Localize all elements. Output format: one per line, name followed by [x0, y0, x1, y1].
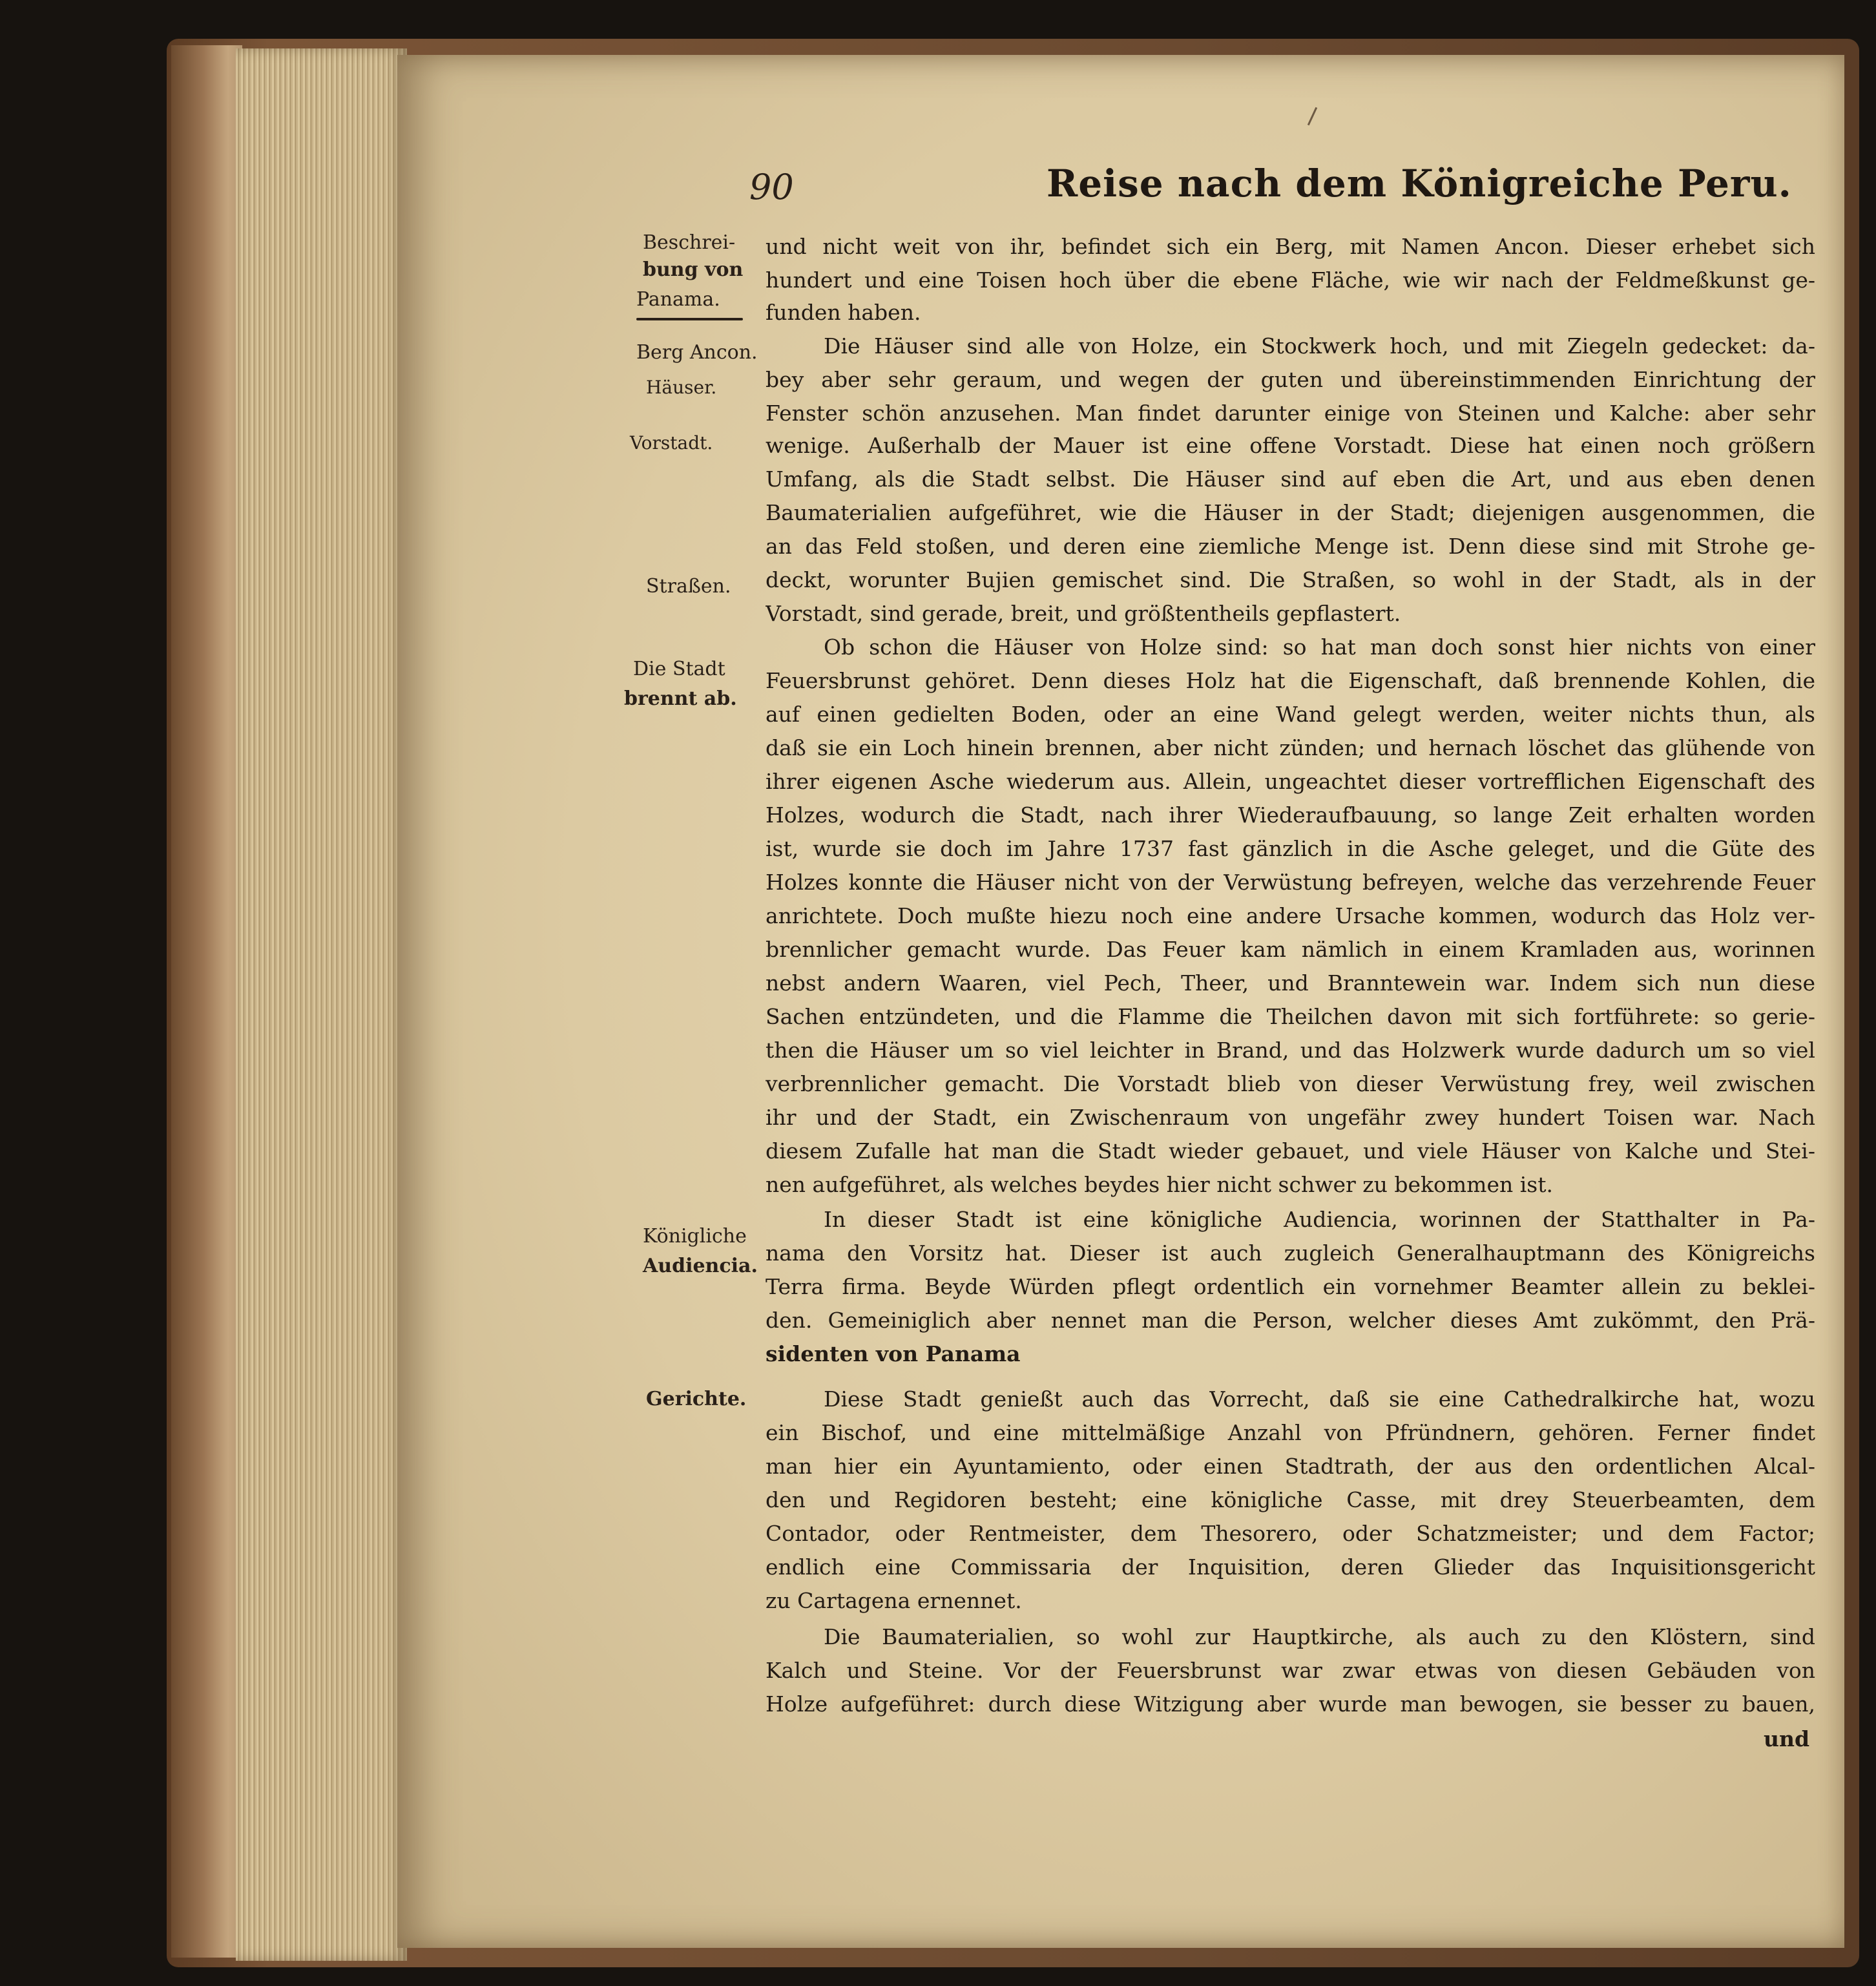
page-edges: [236, 48, 407, 1961]
running-head: Reise nach dem Königreiche Peru.: [1047, 162, 1792, 205]
text-line: ein Bischof, und eine mittelmäßige Anzahl von Pfründnern, gehören. Ferner findet: [766, 1420, 1815, 1445]
text-line: Diese Stadt genießt auch das Vorrecht, daß sie eine Cathedralkirche hat, wozu: [824, 1386, 1815, 1412]
text-line: Baumaterialien aufgeführet, wie die Häuser in der Stadt; diejenigen ausgenommen, die: [766, 500, 1815, 525]
margin-note-berg: Berg Ancon.: [636, 341, 758, 364]
text-line: bey aber sehr geraum, und wegen der guten und übereinstimmenden Einrichtung der: [766, 367, 1815, 392]
text-line: endlich eine Commissaria der Inquisition, deren Glieder das Inquisitionsgericht: [766, 1554, 1815, 1580]
text-line: then die Häuser um so viel leichter in Brand, und das Holzwerk wurde dadurch um so viel: [766, 1038, 1815, 1063]
text-line: ihr und der Stadt, ein Zwischenraum von ungefähr zwey hundert Toisen war. Nach: [766, 1105, 1815, 1130]
text-line: Terra firma. Beyde Würden pflegt ordentlich ein vornehmer Beamter allein zu beklei-: [766, 1274, 1815, 1299]
text-line: Die Häuser sind alle von Holze, ein Stockwerk hoch, und mit Ziegeln gedecket: da-: [824, 333, 1815, 359]
text-line: hundert und eine Toisen hoch über die ebene Fläche, wie wir nach der Feldmeßkunst ge-: [766, 267, 1815, 293]
text-line: Vorstadt, sind gerade, breit, und größtentheils gepflastert.: [766, 601, 1401, 626]
text-line: deckt, worunter Bujien gemischet sind. Die Straßen, so wohl in der Stadt, als in der: [766, 567, 1815, 592]
margin-note-beschreibung-3: Panama.: [636, 288, 720, 311]
text-line: Holze aufgeführet: durch diese Witzigung aber wurde man bewogen, sie besser zu bauen,: [766, 1691, 1815, 1717]
text-line: Die Baumaterialien, so wohl zur Hauptkirche, als auch zu den Klöstern, sind: [824, 1624, 1815, 1649]
text-line: nebst andern Waaren, viel Pech, Theer, und Branntewein war. Indem sich nun diese: [766, 970, 1815, 996]
text-line: verbrennlicher gemacht. Die Vorstadt blieb von dieser Verwüstung frey, weil zwischen: [766, 1071, 1815, 1096]
margin-note-vorstadt: Vorstadt.: [630, 432, 713, 454]
text-line: man hier ein Ayuntamiento, oder einen Stadtrath, der aus den ordentlichen Alcal-: [766, 1454, 1815, 1479]
catchword: und: [1764, 1726, 1810, 1751]
text-line: sidenten von Panama: [766, 1341, 1021, 1366]
text-line: nama den Vorsitz hat. Dieser ist auch zugleich Generalhauptmann des Königreichs: [766, 1240, 1815, 1266]
margin-note-strassen: Straßen.: [646, 575, 731, 598]
text-line: brennlicher gemacht wurde. Das Feuer kam nämlich in einem Kramladen aus, worinnen: [766, 937, 1815, 962]
text-line: den. Gemeiniglich aber nennet man die Person, welcher dieses Amt zukömmt, den Prä-: [766, 1308, 1815, 1333]
margin-note-beschreibung-2: bung von: [643, 258, 744, 281]
cover-edge: [171, 45, 242, 1958]
margin-note-haeuser: Häuser.: [646, 377, 717, 398]
margin-note-bracket: [636, 318, 743, 320]
page-number: 90: [749, 167, 794, 207]
text-line: Contador, oder Rentmeister, dem Thesorero, oder Schatzmeister; und dem Factor;: [766, 1521, 1815, 1546]
text-line: Holzes, wodurch die Stadt, nach ihrer Wiederaufbauung, so lange Zeit erhalten worden: [766, 802, 1815, 828]
text-line: und nicht weit von ihr, befindet sich ein Berg, mit Namen Ancon. Dieser erhebet sich: [766, 234, 1815, 259]
text-line: anrichtete. Doch mußte hiezu noch eine andere Ursache kommen, wodurch das Holz ver-: [766, 903, 1815, 928]
text-line: nen aufgeführet, als welches beydes hier nicht schwer zu bekommen ist.: [766, 1172, 1553, 1197]
text-line: Fenster schön anzusehen. Man findet darunter einige von Steinen und Kalche: aber sehr: [766, 401, 1815, 426]
margin-note-brand-2: brennt ab.: [624, 687, 737, 710]
text-line: an das Feld stoßen, und deren eine ziemliche Menge ist. Denn diese sind mit Strohe ge-: [766, 534, 1815, 559]
text-line: Ob schon die Häuser von Holze sind: so hat man doch sonst hier nichts von einer: [824, 634, 1815, 660]
text-line: ihrer eigenen Asche wiederum aus. Allein, ungeachtet dieser vortrefflichen Eigenschaft des: [766, 769, 1815, 794]
text-line: auf einen gedielten Boden, oder an eine Wand gelegt werden, weiter nichts thun, als: [766, 702, 1815, 727]
text-line: In dieser Stadt ist eine königliche Audiencia, worinnen der Statthalter in Pa-: [824, 1207, 1815, 1232]
text-line: ist, wurde sie doch im Jahre 1737 fast gänzlich in die Asche geleget, und die Güte des: [766, 836, 1815, 861]
text-line: zu Cartagena ernennet.: [766, 1588, 1022, 1613]
text-line: den und Regidoren besteht; eine königliche Casse, mit drey Steuerbeamten, dem: [766, 1487, 1815, 1512]
text-line: Kalch und Steine. Vor der Feuersbrunst war zwar etwas von diesen Gebäuden von: [766, 1658, 1815, 1683]
text-line: Sachen entzündeten, und die Flamme die Theilchen davon mit sich fortführete: so gerie-: [766, 1004, 1815, 1029]
text-line: funden haben.: [766, 300, 921, 325]
text-line: wenige. Außerhalb der Mauer ist eine offene Vorstadt. Diese hat einen noch größern: [766, 433, 1815, 458]
margin-note-audiencia-1: Königliche: [643, 1225, 747, 1248]
text-line: Holzes konnte die Häuser nicht von der Verwüstung befreyen, welche das verzehrende Feuer: [766, 870, 1815, 895]
margin-note-beschreibung-1: Beschrei-: [643, 231, 736, 254]
text-line: Feuersbrunst gehöret. Denn dieses Holz hat die Eigenschaft, daß brennende Kohlen, die: [766, 668, 1815, 693]
text-line: Umfang, als die Stadt selbst. Die Häuser sind auf eben die Art, und aus eben denen: [766, 466, 1815, 492]
text-line: daß sie ein Loch hinein brennen, aber nicht zünden; und hernach löschet das glühende von: [766, 735, 1815, 760]
margin-note-gerichte: Gerichte.: [646, 1388, 747, 1410]
margin-note-audiencia-2: Audiencia.: [643, 1255, 758, 1277]
text-line: diesem Zufalle hat man die Stadt wieder gebauet, und viele Häuser von Kalche und Stei-: [766, 1138, 1815, 1164]
margin-note-brand-1: Die Stadt: [633, 658, 725, 680]
